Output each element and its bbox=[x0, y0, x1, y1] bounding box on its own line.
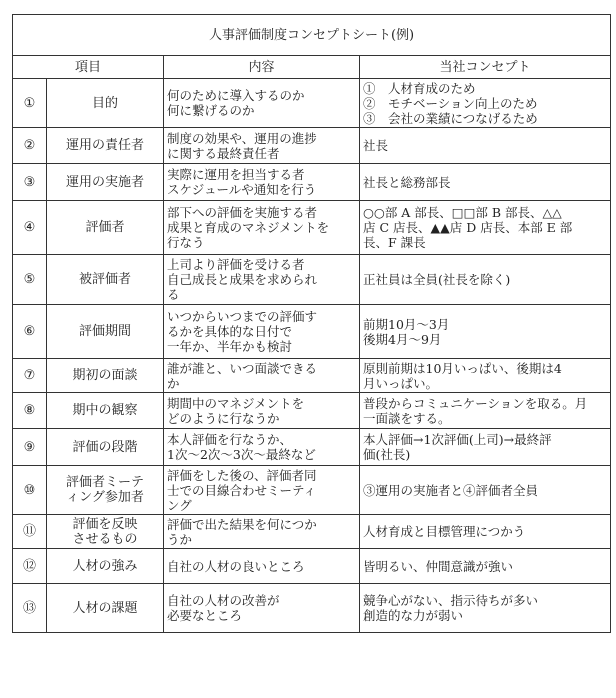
row-number-label: ⑩ bbox=[23, 482, 36, 498]
row-number bbox=[13, 79, 47, 128]
row-content-line: 何のために導入するのか bbox=[167, 88, 305, 103]
row-item-line: 人材の強み bbox=[72, 558, 138, 574]
row-company-concept-line: 月いっぱい。 bbox=[363, 375, 439, 391]
row-number-label: ⑦ bbox=[23, 368, 36, 383]
row-item bbox=[47, 549, 164, 584]
row-number-label: ① bbox=[23, 95, 36, 111]
row-company-concept bbox=[360, 164, 611, 201]
row-company-concept-line: ② モチベーション向上のため bbox=[363, 95, 538, 111]
row-company-concept-line: ○○部 A 部長、□□部 B 部長、△△ bbox=[363, 205, 562, 220]
table-row bbox=[13, 255, 611, 305]
row-item bbox=[47, 393, 164, 429]
row-company-concept-line: 皆明るい、仲間意識が強い bbox=[363, 558, 514, 574]
table-row bbox=[13, 201, 611, 255]
row-number bbox=[13, 305, 47, 359]
row-content-line: 期間中のマネジメントを bbox=[167, 395, 305, 411]
row-number-label: ⑧ bbox=[23, 403, 36, 418]
sheet-title: 人事評価制度コンセプトシート(例) bbox=[13, 15, 611, 56]
row-content-line: どのように行なうか bbox=[167, 410, 280, 426]
row-number bbox=[13, 515, 47, 549]
row-number-label: ④ bbox=[23, 220, 36, 235]
row-number-label: ⑪ bbox=[22, 524, 36, 539]
row-content bbox=[164, 164, 360, 201]
row-item bbox=[47, 584, 164, 633]
row-number bbox=[13, 584, 47, 633]
row-content-line: 1次～2次～3次～最終など bbox=[167, 447, 316, 462]
header-item: 項目 bbox=[13, 56, 164, 79]
row-content-line: ング bbox=[167, 497, 192, 513]
row-content-line: いつからいつまでの評価す bbox=[167, 309, 318, 324]
row-content-line: 本人評価を行なうか、 bbox=[167, 432, 293, 447]
row-number bbox=[13, 255, 47, 305]
row-content bbox=[164, 128, 360, 164]
table-row bbox=[13, 359, 611, 393]
concept-sheet-table bbox=[12, 14, 611, 633]
title-row bbox=[13, 15, 611, 56]
row-company-concept-line: 正社員は全員(社長を除く) bbox=[363, 272, 511, 287]
header-content: 内容 bbox=[164, 56, 360, 79]
row-company-concept-line: 長、F 課長 bbox=[363, 235, 426, 250]
row-item-line: 評価者ミーテ bbox=[65, 475, 144, 490]
row-company-concept-line: 本人評価→1次評価(上司)→最終評 bbox=[363, 432, 552, 447]
row-content-line: 実際に運用を担当する者 bbox=[167, 167, 305, 182]
table-row bbox=[13, 549, 611, 584]
row-content bbox=[164, 466, 360, 515]
row-content-line: 一年か、半年かも検討 bbox=[167, 339, 293, 354]
row-item bbox=[47, 429, 164, 466]
row-number bbox=[13, 359, 47, 393]
row-content bbox=[164, 515, 360, 549]
table-row bbox=[13, 515, 611, 549]
row-item-line: ィング参加者 bbox=[66, 490, 144, 505]
row-company-concept-line: 創造的な力が弱い bbox=[363, 608, 464, 623]
row-content-line: 行なう bbox=[167, 235, 205, 250]
row-item-line: 評価者 bbox=[85, 220, 125, 235]
row-content-line: 成果と育成のマネジメントを bbox=[167, 220, 330, 235]
row-item bbox=[47, 79, 164, 128]
row-item bbox=[47, 466, 164, 515]
row-company-concept-line: 後期4月～9月 bbox=[363, 331, 442, 347]
row-content-line: 必要なところ bbox=[167, 608, 243, 623]
row-number bbox=[13, 549, 47, 584]
row-company-concept bbox=[360, 429, 611, 466]
row-company-concept-line: ① 人材育成のため bbox=[363, 80, 476, 96]
header-row bbox=[13, 56, 611, 79]
row-content-line: 自社の人材の改善が bbox=[167, 593, 280, 608]
row-item-line: 運用の責任者 bbox=[65, 138, 144, 153]
row-content bbox=[164, 584, 360, 633]
row-content bbox=[164, 429, 360, 466]
row-company-concept bbox=[360, 255, 611, 305]
row-item-line: 評価の段階 bbox=[72, 439, 138, 455]
row-company-concept bbox=[360, 393, 611, 429]
row-number bbox=[13, 201, 47, 255]
row-company-concept-line: ③運用の実施者と④評価者全員 bbox=[363, 482, 539, 498]
row-company-concept-line: 原則前期は10月いっぱい、後期は4 bbox=[363, 360, 562, 376]
row-item bbox=[47, 128, 164, 164]
row-item-line: 人材の課題 bbox=[72, 600, 138, 616]
row-content-line: スケジュールや通知を行う bbox=[167, 182, 317, 197]
row-content-line: 士での目線合わせミーティ bbox=[167, 482, 317, 498]
row-number-label: ⑫ bbox=[22, 558, 36, 574]
row-content-line: 評価で出た結果を何につか bbox=[167, 516, 317, 532]
row-content bbox=[164, 79, 360, 128]
row-content bbox=[164, 393, 360, 429]
row-company-concept bbox=[360, 466, 611, 515]
table-row bbox=[13, 429, 611, 466]
row-item-line: 期中の観察 bbox=[72, 403, 138, 418]
header-company-concept: 当社コンセプト bbox=[360, 56, 611, 79]
row-company-concept-line: 社長 bbox=[363, 138, 389, 153]
row-item-line: 運用の実施者 bbox=[65, 174, 144, 190]
row-item-line: させるもの bbox=[72, 531, 138, 547]
row-company-concept bbox=[360, 515, 611, 549]
row-item-line: 目的 bbox=[91, 95, 118, 111]
row-company-concept-line: 一面談をする。 bbox=[363, 410, 451, 426]
row-item bbox=[47, 201, 164, 255]
row-number-label: ⑬ bbox=[22, 600, 36, 616]
row-company-concept bbox=[360, 359, 611, 393]
row-number-label: ③ bbox=[23, 174, 36, 190]
row-company-concept bbox=[360, 305, 611, 359]
row-content bbox=[164, 305, 360, 359]
row-company-concept-line: 前期10月～3月 bbox=[363, 316, 450, 332]
row-company-concept bbox=[360, 584, 611, 633]
row-company-concept-line: ③ 会社の業績につなげるため bbox=[363, 110, 538, 126]
row-content-line: 制度の効果や、運用の進捗 bbox=[167, 130, 317, 146]
row-item bbox=[47, 515, 164, 549]
row-company-concept bbox=[360, 79, 611, 128]
row-item-line: 評価を反映 bbox=[72, 516, 138, 532]
row-content bbox=[164, 359, 360, 393]
row-content-line: るかを具体的な日付で bbox=[167, 324, 293, 339]
row-content bbox=[164, 549, 360, 584]
table-row bbox=[13, 393, 611, 429]
row-item-line: 被評価者 bbox=[78, 272, 131, 287]
table-row bbox=[13, 164, 611, 201]
row-company-concept-line: 普段からコミュニケーションを取る。月 bbox=[363, 395, 588, 411]
row-number-label: ② bbox=[23, 138, 36, 153]
row-number bbox=[13, 164, 47, 201]
table-row bbox=[13, 466, 611, 515]
row-item bbox=[47, 359, 164, 393]
row-company-concept-line: 競争心がない、指示待ちが多い bbox=[363, 593, 539, 608]
row-number-label: ⑥ bbox=[23, 324, 36, 339]
row-company-concept-line: 価(社長) bbox=[363, 447, 411, 462]
row-content-line: うか bbox=[167, 531, 193, 547]
row-content-line: か bbox=[167, 375, 180, 391]
row-content-line: 自社の人材の良いところ bbox=[167, 558, 305, 574]
row-company-concept-line: 社長と総務部長 bbox=[363, 174, 451, 190]
row-content-line: 評価をした後の、評価者同 bbox=[167, 467, 317, 483]
row-number bbox=[13, 393, 47, 429]
row-number-label: ⑨ bbox=[23, 439, 36, 455]
row-content bbox=[164, 201, 360, 255]
row-company-concept bbox=[360, 128, 611, 164]
row-content-line: に関する最終責任者 bbox=[167, 145, 280, 161]
row-company-concept-line: 人材育成と目標管理につかう bbox=[363, 524, 526, 539]
row-item bbox=[47, 255, 164, 305]
table-row bbox=[13, 584, 611, 633]
row-number-label: ⑤ bbox=[23, 272, 36, 287]
row-company-concept-line: 店 C 店長、▲▲店 D 店長、本部 E 部 bbox=[363, 220, 573, 235]
row-item-line: 評価期間 bbox=[78, 324, 131, 339]
row-item bbox=[47, 164, 164, 201]
row-content-line: 誰が誰と、いつ面談できる bbox=[167, 360, 318, 376]
row-item bbox=[47, 305, 164, 359]
row-content-line: 部下への評価を実施する者 bbox=[167, 205, 318, 220]
row-number bbox=[13, 128, 47, 164]
table-row bbox=[13, 79, 611, 128]
table-row bbox=[13, 305, 611, 359]
row-content-line: 上司より評価を受ける者 bbox=[167, 257, 305, 272]
row-company-concept bbox=[360, 549, 611, 584]
row-content bbox=[164, 255, 360, 305]
row-content-line: 何に繋げるのか bbox=[167, 103, 255, 118]
table-row bbox=[13, 128, 611, 164]
row-content-line: 自己成長と成果を求められ bbox=[167, 272, 318, 287]
row-number bbox=[13, 466, 47, 515]
row-company-concept bbox=[360, 201, 611, 255]
row-item-line: 期初の面談 bbox=[72, 368, 138, 383]
row-content-line: る bbox=[167, 287, 180, 302]
row-number bbox=[13, 429, 47, 466]
